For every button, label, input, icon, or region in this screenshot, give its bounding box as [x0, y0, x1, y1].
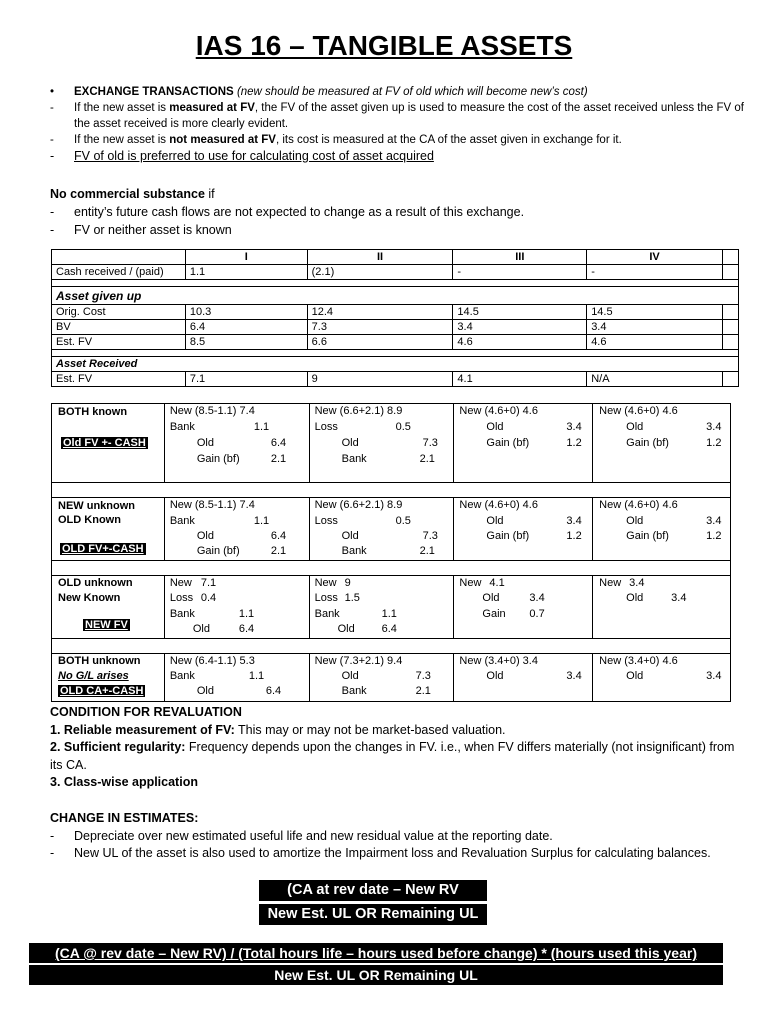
- table-row: BV 6.4 7.3 3.4 3.4: [52, 320, 739, 335]
- table-row: OLD unknown New Known NEW FV New 7.1 Loss 0.4 Bank 1.1 Old 6.4 New 9 Loss 1.5 Bank 1.1 Old 6.4 New 4.1 Old 3.4 Gain 0.7 New 3.4 Old 3.4: [52, 576, 731, 639]
- method-badge: OLD CA+-CASH: [60, 685, 144, 697]
- exchange-data-table: [51, 249, 739, 387]
- exchange-point-3: - FV of old is preferred to use for calculating cost of asset acquired: [50, 149, 434, 163]
- no-commercial-section: [50, 185, 750, 239]
- table-subheading-row: Asset given up: [52, 287, 739, 305]
- estimates-item: - Depreciate over new estimated useful life and new residual value at the reporting date.: [50, 828, 553, 843]
- revaluation-heading: CONDITION FOR REVALUATION: [50, 705, 242, 719]
- estimates-item: - New UL of the asset is also used to amortize the Impairment loss and Revaluation Surplus for calculating balances.: [50, 846, 711, 860]
- table-subheading-row: Asset Received: [52, 357, 739, 372]
- page-title: IAS 16 – TANGIBLE ASSETS: [195, 30, 573, 61]
- table-row: NEW unknown OLD Known OLD FV+-CASH New (8.5-1.1) 7.4 Bank 1.1 Old 6.4 Gain (bf) 2.1 New (6.6+2.1) 8.9 Loss 0.5 Old 7.3 Bank 2.1 New (4.6+0) 4.6 Old 3.4 Gain (bf) 1.2 New (4.6+0) 4.6 Old 3.4 Gain (bf) 1.2: [52, 498, 731, 561]
- column-header: IV: [587, 250, 723, 265]
- formula-2-numerator: (CA @ rev date – New RV) / (Total hours life – hours used before change) * (hours used this year): [29, 943, 723, 963]
- exchange-point-1: - If the new asset is measured at FV, the FV of the asset given up is used to measure the cost of the asset received unless the FV of the asset received is more clearly evident.: [50, 102, 744, 130]
- formula-1-denominator: New Est. UL OR Remaining UL: [259, 904, 487, 925]
- revaluation-condition: 2. Sufficient regularity: Frequency depends upon the changes in FV. i.e., when FV differs materially (not insignificant) from its CA.: [50, 740, 735, 772]
- estimates-section: [50, 810, 750, 863]
- table-header-row: [52, 250, 739, 265]
- exchange-point-2: - If the new asset is not measured at FV, its cost is measured at the CA of the asset given in exchange for it.: [50, 134, 622, 146]
- revaluation-condition: 1. Reliable measurement of FV: This may or may not be market-based valuation.: [50, 722, 506, 737]
- table-row: BOTH known Old FV +- CASH New (8.5-1.1) 7.4 Bank 1.1 Old 6.4 Gain (bf) 2.1 New (6.6+2.1) 8.9 Loss 0.5 Old 7.3 Bank 2.1 New (4.6+0) 4.6 Old 3.4 Gain (bf) 1.2 New (4.6+0) 4.6 Old 3.4 Gain (bf) 1.2: [52, 404, 731, 483]
- journal-entries-table: [51, 403, 731, 702]
- revaluation-condition: 3. Class-wise application: [50, 775, 198, 789]
- table-row: Est. FV 8.5 6.6 4.6 4.6: [52, 335, 739, 350]
- no-commercial-item: - FV or neither asset is known: [50, 223, 232, 237]
- formula-1-numerator: (CA at rev date – New RV: [259, 880, 487, 901]
- exchange-section: [50, 84, 750, 164]
- formula-2-denominator: New Est. UL OR Remaining UL: [29, 965, 723, 985]
- method-badge: NEW FV: [85, 619, 128, 631]
- column-header: I: [185, 250, 307, 265]
- no-commercial-heading: No commercial substance if: [50, 187, 215, 201]
- bullet-icon: •: [50, 86, 55, 98]
- table-row: BOTH unknown No G/L arises OLD CA+-CASH New (6.4-1.1) 5.3 Bank 1.1 Old 6.4 New (7.3+2.1) 9.4 Old 7.3 Bank 2.1 New (3.4+0) 3.4 Old 3.4 New (3.4+0) 4.6 Old 3.4: [52, 654, 731, 702]
- no-commercial-item: - entity’s future cash flows are not expected to change as a result of this exchange.: [50, 205, 525, 219]
- method-badge: Old FV +- CASH: [63, 437, 146, 449]
- column-header: III: [453, 250, 587, 265]
- column-header: II: [307, 250, 453, 265]
- exchange-heading: • EXCHANGE TRANSACTIONS (new should be measured at FV of old which will become new’s cost): [50, 86, 588, 98]
- revaluation-section: [50, 704, 740, 792]
- table-row: Cash received / (paid) 1.1 (2.1) - -: [52, 265, 739, 280]
- method-badge: OLD FV+-CASH: [62, 543, 144, 555]
- table-row: Orig. Cost 10.3 12.4 14.5 14.5: [52, 305, 739, 320]
- estimates-heading: CHANGE IN ESTIMATES:: [50, 811, 199, 825]
- table-row: Est. FV 7.1 9 4.1 N/A: [52, 372, 739, 387]
